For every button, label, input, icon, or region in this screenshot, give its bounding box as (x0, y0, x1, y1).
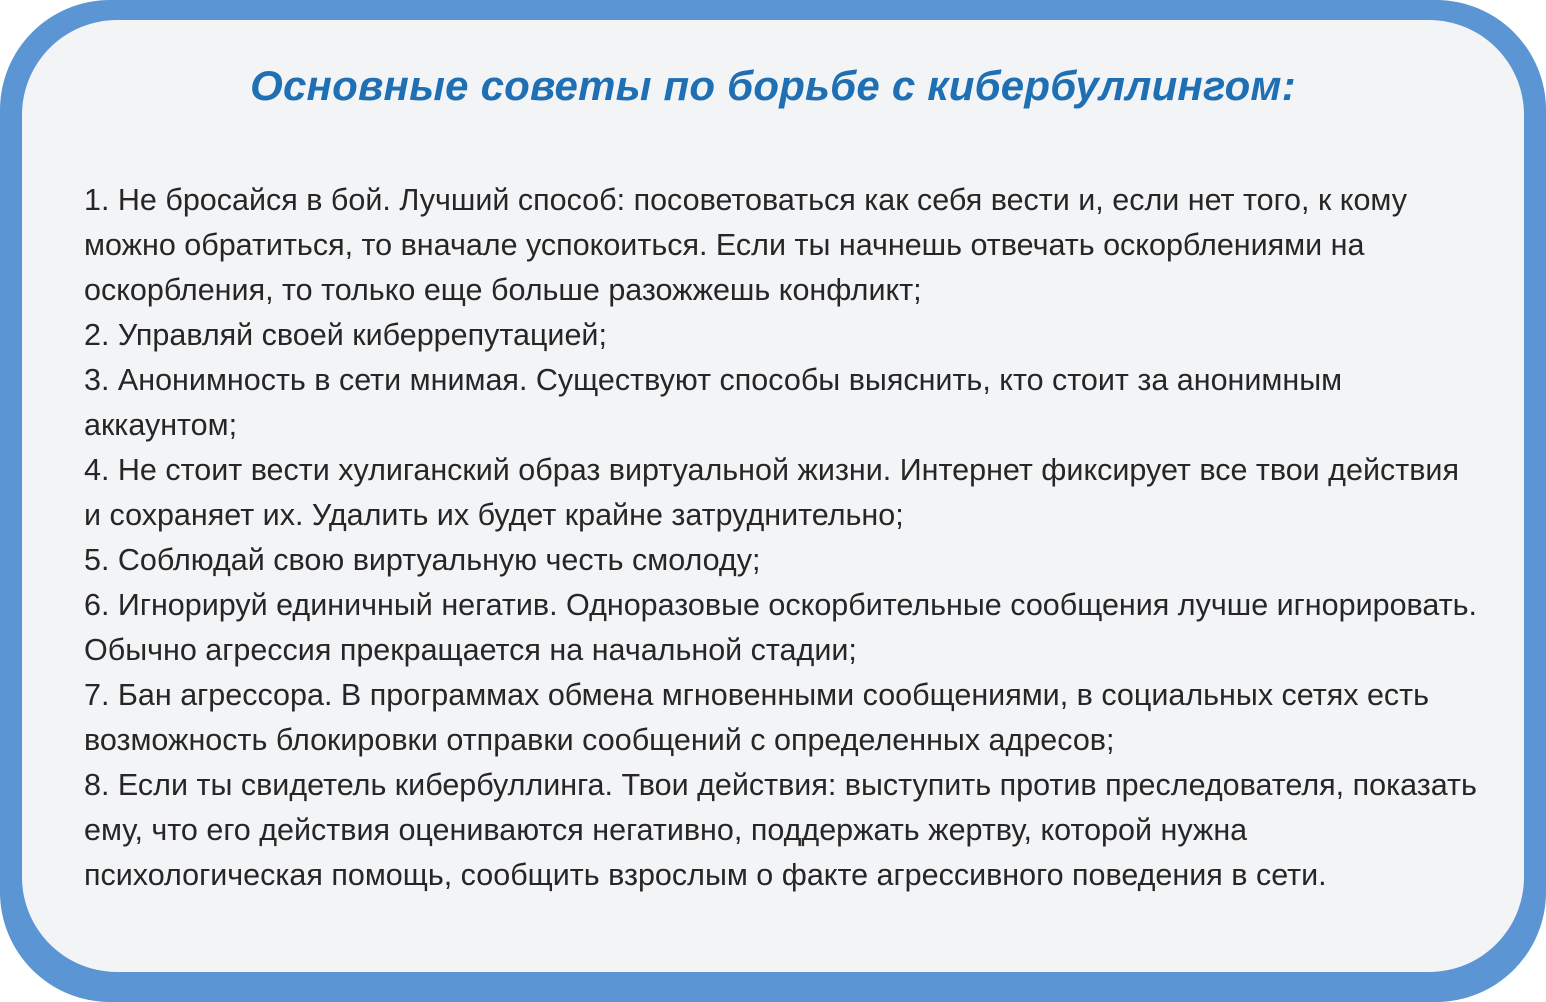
tips-list (84, 178, 1479, 898)
tip-item-7: 7. Бан агрессора. В программах обмена мгновенными сообщениями, в социальных сетях есть возможность блокировки отправки сообщений с определенных адресов; (84, 678, 1430, 757)
tip-item-5: 5. Соблюдай свою виртуальную честь смолоду; (84, 543, 761, 577)
tip-item-6: 6. Игнорируй единичный негатив. Одноразовые оскорбительные сообщения лучше игнорировать. Обычно агрессия прекращается на начальной стадии; (84, 588, 1478, 667)
tip-item-4: 4. Не стоит вести хулиганский образ виртуальной жизни. Интернет фиксирует все твои действия и сохраняет их. Удалить их будет крайне затруднительно; (84, 453, 1459, 532)
tip-item-1: 1. Не бросайся в бой. Лучший способ: посоветоваться как себя вести и, если нет того, к кому можно обратиться, то вначале успокоиться. Если ты начнешь отвечать оскорблениями на оскорбления, то только еще больше разожжешь конфликт; (84, 183, 1407, 307)
tip-item-3: 3. Анонимность в сети мнимая. Существуют способы выяснить, кто стоит за анонимным аккаунтом; (84, 363, 1343, 442)
page-title: Основные советы по борьбе с кибербуллингом: (250, 62, 1296, 109)
tip-item-2: 2. Управляй своей киберрепутацией; (84, 318, 607, 352)
tip-item-8: 8. Если ты свидетель кибербуллинга. Твои действия: выступить против преследователя, показать ему, что его действия оцениваются негативно, поддержать жертву, которой нужна психологическая помощь, сообщить взрослым о факте агрессивного поведения в сети. (84, 768, 1477, 892)
